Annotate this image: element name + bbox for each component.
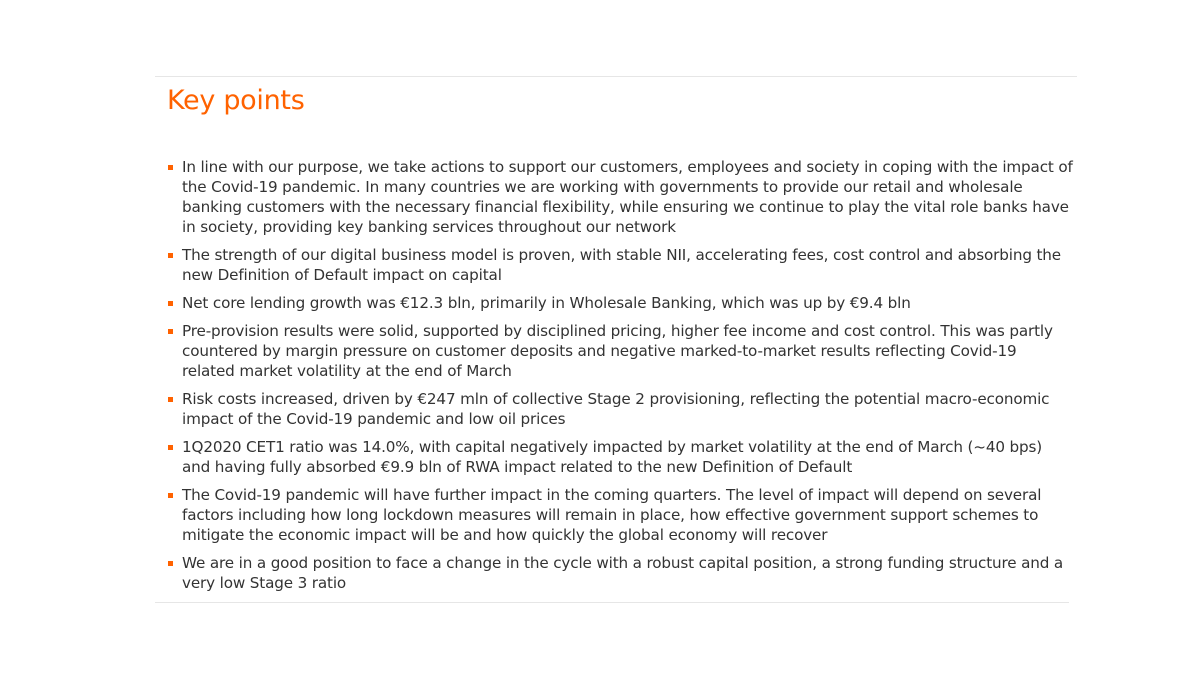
list-item [168,157,1073,237]
list-item [168,485,1073,545]
square-bullet-icon [168,493,173,498]
list-item [168,245,1073,285]
list-item [168,293,1073,313]
point-text: Net core lending growth was €12.3 bln, primarily in Wholesale Banking, which was up by €9.4 bln [182,294,911,312]
point-text: 1Q2020 CET1 ratio was 14.0%, with capital negatively impacted by market volatility at the end of March (~40 bps) and having fully absorbed €9.9 bln of RWA impact related to the new Definition of Default [182,438,1043,476]
list-item [168,389,1073,429]
square-bullet-icon [168,329,173,334]
square-bullet-icon [168,165,173,170]
square-bullet-icon [168,397,173,402]
list-item [168,553,1073,593]
point-text: The Covid-19 pandemic will have further impact in the coming quarters. The level of impact will depend on several factors including how long lockdown measures will remain in place, how effective government support schemes to mitigate the economic impact will be and how quickly the global economy will recover [182,486,1042,544]
point-text: The strength of our digital business model is proven, with stable NII, accelerating fees, cost control and absorbing the new Definition of Default impact on capital [182,246,1061,284]
square-bullet-icon [168,561,173,566]
point-text: Risk costs increased, driven by €247 mln of collective Stage 2 provisioning, reflecting the potential macro-economic impact of the Covid-19 pandemic and low oil prices [182,390,1050,428]
point-text: Pre-provision results were solid, supported by disciplined pricing, higher fee income and cost control. This was partly countered by margin pressure on customer deposits and negative marked-to-market results reflecting Covid-19 related market volatility at the end of March [182,322,1053,380]
key-points-list [168,157,1073,601]
list-item [168,437,1073,477]
bottom-divider [155,602,1069,603]
list-item [168,321,1073,381]
square-bullet-icon [168,301,173,306]
point-text: In line with our purpose, we take actions to support our customers, employees and society in coping with the impact of the Covid-19 pandemic. In many countries we are working with governments to provide our retail and wholesale banking customers with the necessary financial flexibility, while ensuring we continue to play the vital role banks have in society, providing key banking services throughout our network [182,158,1073,236]
square-bullet-icon [168,445,173,450]
slide-title: Key points [167,85,305,116]
square-bullet-icon [168,253,173,258]
top-divider [155,76,1077,77]
point-text: We are in a good position to face a change in the cycle with a robust capital position, a strong funding structure and a very low Stage 3 ratio [182,554,1064,592]
